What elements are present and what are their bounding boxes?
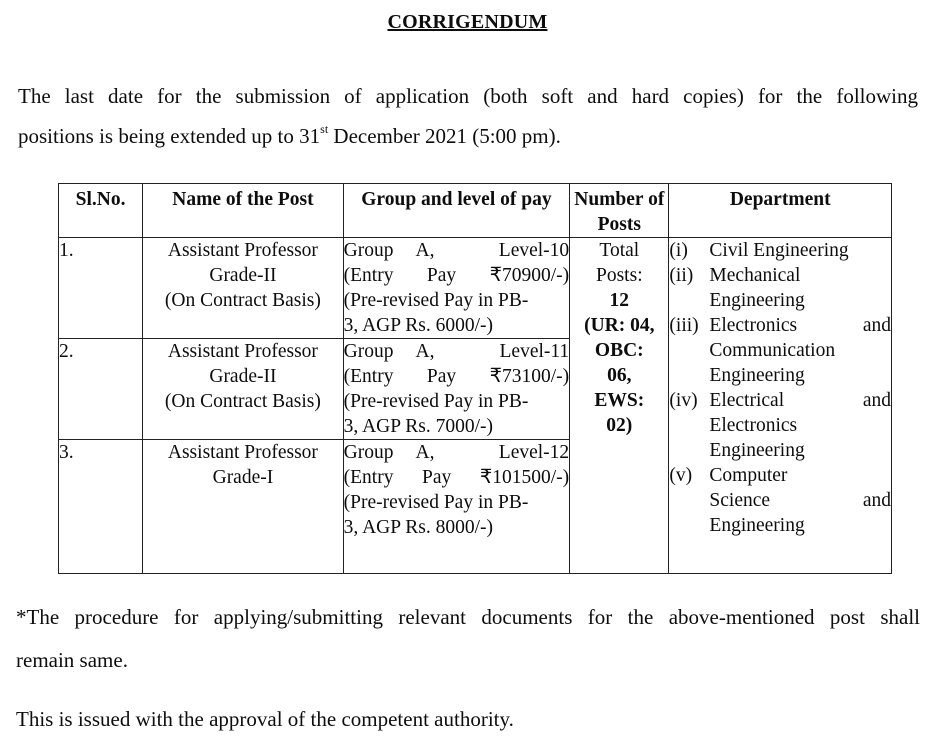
prerevised-pay-line-1: (Pre-revised Pay in PB- <box>343 290 529 311</box>
post-grade: Grade-II <box>209 265 277 286</box>
row-post-name <box>143 238 343 339</box>
posts-label: Posts: <box>596 265 643 286</box>
post-title: Assistant Professor <box>167 442 318 463</box>
department-text: Electrical and <box>709 390 891 411</box>
department-marker: (ii) <box>669 265 694 286</box>
header-sl-no: Sl.No. <box>59 184 143 238</box>
note-line-2: remain same. <box>16 648 128 672</box>
entry-label: (Entry <box>343 265 394 286</box>
department-cell <box>669 238 892 574</box>
group-level-line <box>344 339 570 364</box>
entry-label: (Entry <box>343 366 394 387</box>
row-group-level <box>343 339 570 440</box>
posts-total-label: Total <box>599 240 640 261</box>
entry-word: Pay <box>422 467 452 488</box>
row-sl-no: 1. <box>59 238 143 339</box>
pay-level: Level-11 <box>499 341 570 362</box>
row-sl-no: 3. <box>59 440 143 574</box>
header-post-name: Name of the Post <box>143 184 343 238</box>
department-text: Engineering <box>709 440 805 461</box>
group-level-line <box>344 440 570 465</box>
entry-pay-line <box>344 465 570 490</box>
prerevised-pay-line-2: 3, AGP Rs. 7000/-) <box>343 416 493 437</box>
intro-line-2-start: positions is being extended up to 31 <box>18 124 321 148</box>
department-item <box>669 463 891 538</box>
pay-level: Level-12 <box>498 442 570 463</box>
intro-line-2-end: December 2021 (5:00 pm). <box>328 124 561 148</box>
row-post-name <box>143 440 343 574</box>
entry-pay-line <box>344 263 570 288</box>
department-text: Science and <box>709 490 891 511</box>
posts-ews-label: EWS: <box>594 390 645 411</box>
entry-word: Pay <box>426 265 457 286</box>
department-marker: (iii) <box>669 315 699 336</box>
department-text: Electronics and <box>709 315 891 336</box>
entry-amount: ₹70900/-) <box>489 265 570 286</box>
posts-total-value: 12 <box>609 290 630 311</box>
department-text: Engineering <box>709 365 805 386</box>
post-title: Assistant Professor <box>167 240 318 261</box>
prerevised-pay-line-2: 3, AGP Rs. 8000/-) <box>343 517 493 538</box>
entry-amount: ₹101500/-) <box>479 467 570 488</box>
department-item <box>669 238 891 263</box>
pay-level: Level-10 <box>498 240 570 261</box>
prerevised-pay-line-1: (Pre-revised Pay in PB- <box>343 492 529 513</box>
entry-pay-line <box>344 364 570 389</box>
post-basis: (On Contract Basis) <box>164 290 321 311</box>
department-text: Electronics <box>709 415 798 436</box>
group-letter: A, <box>415 341 435 362</box>
intro-line-2 <box>18 124 561 148</box>
department-text: Computer <box>709 465 788 486</box>
department-item <box>669 388 891 463</box>
row-group-level <box>343 440 570 574</box>
post-grade: Grade-II <box>209 366 277 387</box>
group-word: Group <box>343 240 394 261</box>
intro-line-1: The last date for the submission of application (both soft and hard copies) for the following <box>18 84 918 108</box>
post-grade: Grade-I <box>212 467 274 488</box>
row-sl-no: 2. <box>59 339 143 440</box>
intro-paragraph <box>18 76 918 156</box>
group-letter: A, <box>415 442 435 463</box>
approval-statement: This is issued with the approval of the competent authority. <box>16 707 514 731</box>
department-text: Civil Engineering <box>709 240 849 261</box>
table-row <box>59 238 892 339</box>
table-header-row <box>59 184 892 238</box>
ordinal-suffix: st <box>320 122 329 136</box>
entry-label: (Entry <box>343 467 394 488</box>
header-group-level: Group and level of pay <box>343 184 570 238</box>
posts-ur: (UR: 04, <box>584 315 655 336</box>
department-text: Communication <box>709 340 836 361</box>
department-marker: (i) <box>669 240 688 261</box>
posts-obc-label: OBC: <box>594 340 644 361</box>
note-line-1: *The procedure for applying/submitting relevant documents for the above-mentioned post shall <box>16 605 920 629</box>
header-department: Department <box>669 184 892 238</box>
department-item <box>669 263 891 313</box>
prerevised-pay-line-2: 3, AGP Rs. 6000/-) <box>343 315 493 336</box>
header-number-of-posts: Number of Posts <box>570 184 669 238</box>
group-letter: A, <box>415 240 435 261</box>
department-item <box>669 313 891 388</box>
department-marker: (v) <box>669 465 693 486</box>
department-marker: (iv) <box>669 390 698 411</box>
posts-obc-value: 06, <box>607 365 632 386</box>
group-word: Group <box>343 442 394 463</box>
group-level-line <box>344 238 570 263</box>
document-title: CORRIGENDUM <box>387 11 548 33</box>
procedure-note <box>16 596 920 682</box>
department-text: Mechanical <box>709 265 801 286</box>
department-text: Engineering <box>709 515 805 536</box>
group-word: Group <box>343 341 394 362</box>
entry-amount: ₹73100/-) <box>489 366 570 387</box>
post-basis: (On Contract Basis) <box>164 391 321 412</box>
number-of-posts-cell <box>570 238 669 574</box>
row-post-name <box>143 339 343 440</box>
posts-table <box>58 183 892 574</box>
row-group-level <box>343 238 570 339</box>
department-text: Engineering <box>709 290 805 311</box>
posts-ews-value: 02) <box>606 415 633 436</box>
entry-word: Pay <box>426 366 457 387</box>
prerevised-pay-line-1: (Pre-revised Pay in PB- <box>343 391 529 412</box>
post-title: Assistant Professor <box>167 341 318 362</box>
